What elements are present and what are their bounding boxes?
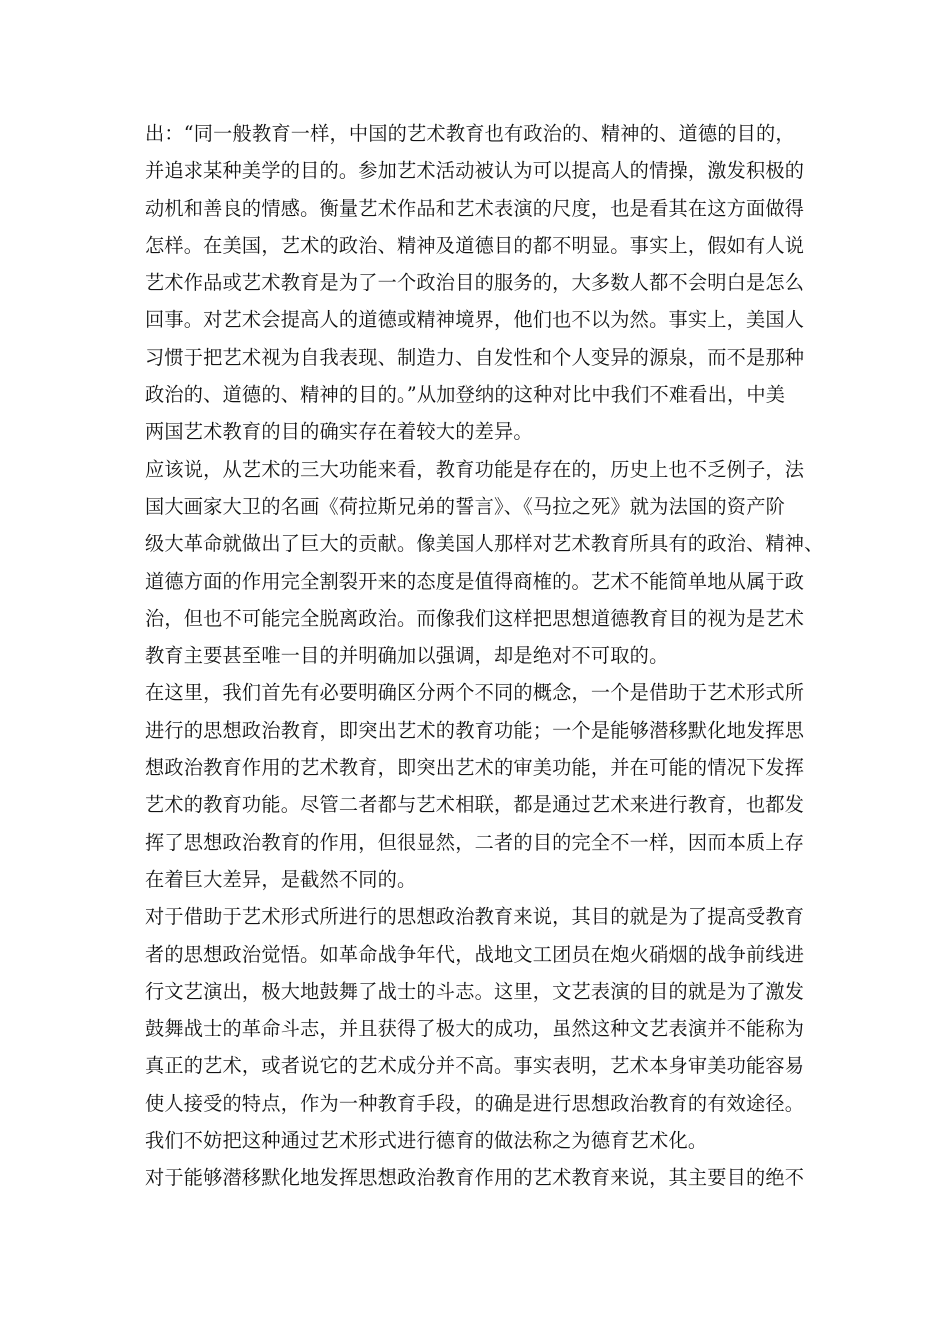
text-line: 动机和善良的情感。衡量艺术作品和艺术表演的尺度，也是看其在这方面做得: [145, 196, 805, 220]
text-line: 习惯于把艺术视为自我表现、制造力、自发性和个人变异的源泉，而不是那种: [145, 345, 805, 369]
text-line: 出：“同一般教育一样，中国的艺术教育也有政治的、精神的、道德的目的，: [145, 122, 795, 145]
text-line: 道德方面的作用完全割裂开来的态度是值得商榷的。艺术不能简单地从属于政: [145, 569, 805, 593]
text-line: 鼓舞战士的革命斗志，并且获得了极大的成功，虽然这种文艺表演并不能称为: [145, 1017, 805, 1041]
text-line: 级大革命就做出了巨大的贡献。像美国人那样对艺术教育所具有的政治、精神、: [145, 532, 824, 556]
text-line: 在着巨大差异，是截然不同的。: [145, 867, 417, 891]
text-line: 回事。对艺术会提高人的道德或精神境界，他们也不以为然。事实上，美国人: [145, 308, 805, 332]
text-line: 国大画家大卫的名画《荷拉斯兄弟的誓言》、《马拉之死》就为法国的资产阶: [145, 494, 785, 518]
text-line: 使人接受的特点，作为一种教育手段，的确是进行思想政治教育的有效途径。: [145, 1091, 805, 1115]
text-line: 应该说，从艺术的三大功能来看，教育功能是存在的，历史上也不乏例子，法: [145, 457, 805, 481]
text-line: 真正的艺术，或者说它的艺术成分并不高。事实表明，艺术本身审美功能容易: [145, 1054, 805, 1078]
document-body: [145, 115, 824, 1197]
text-line: 对于能够潜移默化地发挥思想政治教育作用的艺术教育来说，其主要目的绝不: [145, 1166, 805, 1190]
text-line: 艺术作品或艺术教育是为了一个政治目的服务的，大多数人都不会明白是怎么: [145, 271, 805, 295]
text-line: 政治的、道德的、精神的目的。”从加登纳的这种对比中我们不难看出，中美: [145, 383, 786, 407]
text-line: 艺术的教育功能。尽管二者都与艺术相联，都是通过艺术来进行教育，也都发: [145, 793, 805, 817]
text-line: 者的思想政治觉悟。如革命战争年代，战地文工团员在炮火硝烟的战争前线进: [145, 942, 805, 966]
text-line: 行文艺演出，极大地鼓舞了战士的斗志。这里，文艺表演的目的就是为了激发: [145, 979, 805, 1003]
text-line: 治，但也不可能完全脱离政治。而像我们这样把思想道德教育目的视为是艺术: [145, 606, 805, 630]
text-line: 我们不妨把这种通过艺术形式进行德育的做法称之为德育艺术化。: [145, 1129, 708, 1153]
text-line: 教育主要甚至唯一目的并明确加以强调，却是绝对不可取的。: [145, 644, 669, 668]
text-line: 在这里，我们首先有必要明确区分两个不同的概念，一个是借助于艺术形式所: [145, 681, 805, 705]
text-line: 怎样。在美国，艺术的政治、精神及道德目的都不明显。事实上，假如有人说: [145, 233, 805, 257]
text-line: 并追求某种美学的目的。参加艺术活动被认为可以提高人的情操，激发积极的: [145, 159, 805, 183]
text-line: 两国艺术教育的目的确实存在着较大的差异。: [145, 420, 533, 444]
text-line: 挥了思想政治教育的作用，但很显然，二者的目的完全不一样，因而本质上存: [145, 830, 805, 854]
text-line: 对于借助于艺术形式所进行的思想政治教育来说，其目的就是为了提高受教育: [145, 905, 805, 929]
text-line: 想政治教育作用的艺术教育，即突出艺术的审美功能，并在可能的情况下发挥: [145, 756, 805, 780]
text-line: 进行的思想政治教育，即突出艺术的教育功能；一个是能够潜移默化地发挥思: [145, 718, 805, 742]
